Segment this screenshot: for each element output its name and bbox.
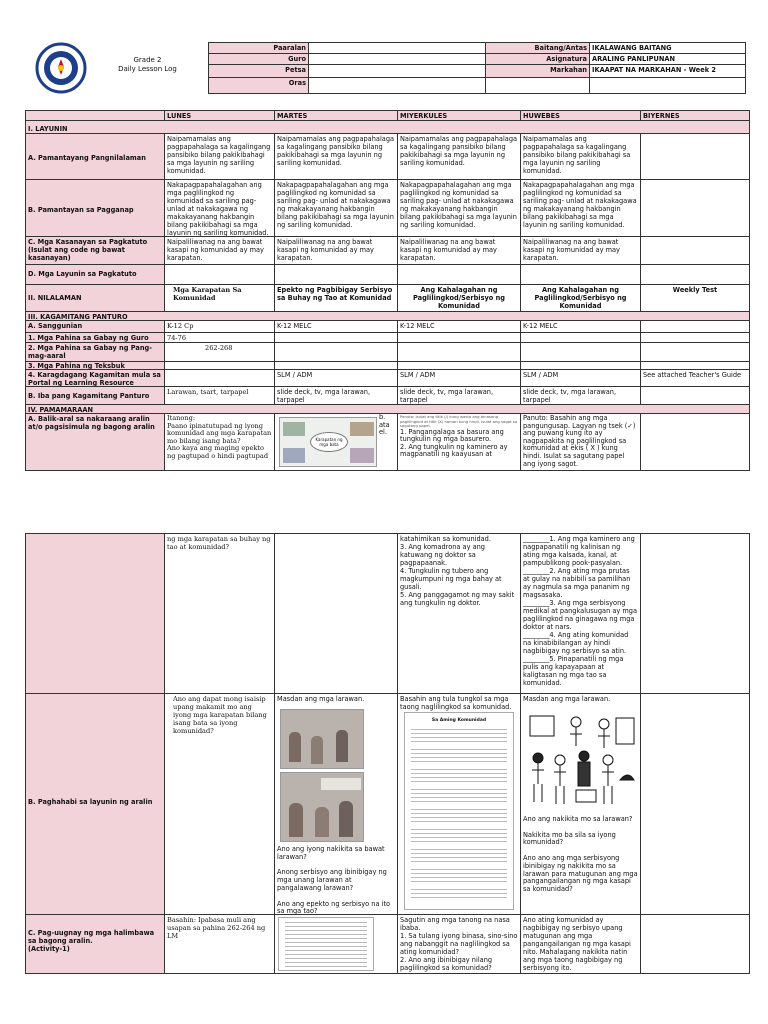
balik-miyerkules-text: 1. Pangangalaga sa basura ang tungkulin ng mga basurero. 2. Ang tungkulin ng kaminero ay magpanatili ng kaayusan at — [400, 427, 508, 459]
paghahabi-miyerkules — [397, 693, 521, 915]
paghahabi-miyerkules-text: Basahin ang tula tungkol sa mga taong naglilingkod sa komunidad. — [400, 695, 512, 711]
cont-huwebes — [520, 533, 641, 694]
poem-image — [404, 712, 514, 910]
pang-aaral-biyernes — [640, 342, 750, 362]
classroom-photo-1 — [280, 709, 364, 769]
paaralan-label: Paaralan — [208, 42, 309, 54]
cont-huwebes-item-1: ________1. Ang mga kaminero ang nagpapanatili ng kalinisan ng ating mga kalsada, kanal, at pampublikong pook-pasyalan. — [523, 535, 635, 567]
nilalaman-miyerkules: Ang Kahalagahan ng Paglilingkod/Serbisyo ng Komunidad — [397, 284, 521, 312]
pag-uugnay-biyernes — [640, 914, 750, 974]
collage-center-label: Karapatan ng mga bata — [310, 432, 348, 452]
teksbuk-label: 3. Mga Pahina ng Teksbuk — [25, 361, 165, 370]
balik-aral-miyerkules — [397, 413, 521, 471]
paghahabi-huwebes-questions: Ano ang nakikita mo sa larawan? Nakikita mo ba sila sa iyong komunidad? Ano ano ang mga serbisyong ibinibigay ng nakikita mo sa larawan para matugunan ang mga pangangailangan ng mga kasapi sa komunidad? — [523, 815, 638, 894]
cont-huwebes-item-3: ________3. Ang mga serbisyong medikal at pangkalusugan ay mga paglilingkod na ginagawa ng mga doktor at nars. — [523, 599, 638, 631]
cont-miyerkules: katahimikan sa komunidad. 3. Ang komadrona ay ang katuwang ng doktor sa pagpapaanak. 4. Tungkulin ng tubero ang magkumpuni ng mga bahay at gusali. 5. Ang panggagamot ng may sakit ang tungkulin ng doktor. — [397, 533, 521, 694]
pang-aaral-lunes: 262-268 — [164, 342, 275, 362]
pag-uugnay-miyerkules: Sagutin ang mga tanong na nasa ibaba. 1. Sa tulang iyong binasa, sino-sino ang nabanggit na naglilingkod sa ating komunidad? 2. Ano ang ibinibigay nilang paglilingkod sa komunidad? — [397, 914, 521, 974]
sanggunian-huwebes: K-12 MELC — [520, 320, 641, 333]
asignatura-value: ARALING PANLIPUNAN — [589, 53, 746, 65]
photo2-board — [321, 778, 361, 790]
kasanayan-lunes: Naipaliliwanag na ang bawat kasapi ng komunidad ay may karapatan. — [164, 236, 275, 265]
collage-photo-4 — [350, 448, 374, 463]
classroom-photo-2 — [280, 772, 364, 842]
baitang-label: Baitang/Antas — [485, 42, 590, 54]
cont-huwebes-item-4: ________4. Ang ating komunidad na kinabibilangan ay hindi nagbibigay ng serbisyo sa atin. — [523, 631, 629, 655]
iba-pang-lunes: Larawan, tsart, tarpapel — [164, 386, 275, 405]
extra-right-a — [485, 77, 590, 94]
guro-label: Guro — [208, 53, 309, 65]
day-miyerkules: MIYERKULES — [397, 110, 521, 121]
photo2-figure-1 — [289, 803, 303, 837]
iba-pang-huwebes: slide deck, tv, mga larawan, tarpapel — [520, 386, 641, 405]
pag-uugnay-label: C. Pag-uugnay ng mga halimbawa sa bagong aralin. (Activity-1) — [25, 914, 165, 974]
markahan-value: IKAAPAT NA MARKAHAN - Week 2 — [589, 64, 746, 78]
pagganap-lunes: Nakapagpapahalagahan ang mga paglilingkod ng komunidad sa sariling pag- unlad at nakakagawa ng makakayanang hakbangin bilang pakikibahagi sa mga layunin ng sariling komunidad. — [164, 179, 275, 237]
pamantayang-martes: Naipamamalas ang pagpapahalaga sa kagalingang pansibiko bilang pakikibahagi sa mga layunin ng sariling komunidad. — [274, 133, 398, 180]
cont-biyernes — [640, 533, 750, 694]
pang-aaral-label: 2. Mga Pahina sa Gabay ng Pang-mag-aaral — [25, 342, 165, 362]
karagdagang-martes: SLM / ADM — [274, 369, 398, 387]
oras-label: Oras — [208, 77, 309, 94]
paghahabi-martes-top: Masdan ang mga larawan. — [277, 695, 365, 703]
day-lunes: LUNES — [164, 110, 275, 121]
pagganap-huwebes: Nakapagpapahalagahan ang mga paglilingkod ng komunidad sa sariling pag- unlad at nakakagawa ng makakayanang hakbangin bilang pakikibahagi sa mga layunin ng sariling komunidad. — [520, 179, 641, 237]
asignatura-label: Asignatura — [485, 53, 590, 65]
layunin-pagkatuto-lunes — [164, 264, 275, 285]
photo2-figure-2 — [315, 807, 329, 837]
pamamaraan-heading: IV. PAMAMARAAN — [25, 404, 750, 414]
pagganap-label: B. Pamantayan sa Pagganap — [25, 179, 165, 237]
deped-logo — [30, 42, 92, 94]
balik-aral-label: A. Balik-aral sa nakaraang aralin at/o pagsisimula ng bagong aralin — [25, 413, 165, 471]
cont-huwebes-item-2: ________2. Ang ating mga prutas at gulay na nabibili sa pamilihan ay nagmula sa mga pananim ng magsasaka. — [523, 567, 631, 599]
petsa-label: Petsa — [208, 64, 309, 78]
photo1-figure-3 — [336, 730, 348, 762]
sanggunian-label: A. Sanggunian — [25, 320, 165, 333]
nilalaman-huwebes: Ang Kahalagahan ng Paglilingkod/Serbisyo ng Komunidad — [520, 284, 641, 312]
cont-huwebes-item-5: ________5. Pinapanatili ng mga pulis ang kapayapaan at kaligtasan ng mga tao sa komunidad. — [523, 655, 624, 687]
photo1-figure-1 — [289, 732, 301, 762]
gabay-guro-lunes: 74-76 — [164, 332, 275, 343]
nilalaman-biyernes: Weekly Test — [640, 284, 750, 312]
paghahabi-martes — [274, 693, 398, 915]
karagdagang-lunes — [164, 369, 275, 387]
day-biyernes: BIYERNES — [640, 110, 750, 121]
markahan-label: Markahan — [485, 64, 590, 78]
log-type-label: Daily Lesson Log — [118, 65, 177, 73]
nilalaman-martes: Epekto ng Pagbibigay Serbisyo sa Buhay ng Tao at Komunidad — [274, 284, 398, 312]
pagganap-martes: Nakapagpapahalagahan ang mga paglilingkod ng komunidad sa sariling pag- unlad at nakakagawa ng makakayanang hakbangin bilang pakikibahagi sa mga layunin ng sariling komunidad. — [274, 179, 398, 237]
cont-martes — [274, 533, 398, 694]
sanggunian-martes: K-12 MELC — [274, 320, 398, 333]
balik-aral-huwebes: Panuto: Basahin ang mga pangungusap. Lagyan ng tsek (✓) ang puwang kung ito ay nagpapakita ng paglilingkod sa komunidad at ekis ( X ) kung hindi. Isulat sa sagutang papel ang iyong sagot. — [520, 413, 641, 471]
extra-right-b — [589, 77, 746, 94]
photo1-figure-2 — [311, 736, 323, 764]
pag-uugnay-lunes: Basahin: Ipabasa muli ang usapan sa pahina 262-264 ng LM — [164, 914, 275, 974]
paghahabi-huwebes-top: Masdan ang mga larawan. — [523, 695, 611, 703]
iba-pang-miyerkules: slide deck, tv, mga larawan, tarpapel — [397, 386, 521, 405]
kasanayan-martes: Naipaliliwanag na ang bawat kasapi ng komunidad ay may karapatan. — [274, 236, 398, 265]
iba-pang-biyernes — [640, 386, 750, 405]
pamantayang-biyernes — [640, 133, 750, 180]
balik-aral-lunes: Itanong: Paano ipinatutupad ng iyong komunidad ang mga karapatan mo bilang isang bata? Ano kaya ang maging epekto ng pagtupad o hindi pagtupad — [164, 413, 275, 471]
gabay-guro-label: 1. Mga Pahina sa Gabay ng Guro — [25, 332, 165, 343]
collage-photo-2 — [350, 422, 374, 436]
layunin-pagkatuto-biyernes — [640, 264, 750, 285]
petsa-value[interactable] — [308, 64, 486, 78]
layunin-pagkatuto-label: D. Mga Layunin sa Pagkatuto — [25, 264, 165, 285]
cont-lunes: ng mga karapatan sa buhay ng tao at komunidad? — [164, 533, 275, 694]
pang-aaral-huwebes — [520, 342, 641, 362]
paghahabi-martes-questions: Ano ang iyong nakikita sa bawat larawan? Anong serbisyo ang ibinibigay ng mga unang larawan at pangalawang larawan? Ano ang epekto ng serbisyo na ito sa mga tao? — [277, 845, 391, 915]
poem-title: Sa Aming Komunidad — [431, 718, 487, 723]
cont-label — [25, 533, 165, 694]
grade-label: Grade 2 — [133, 56, 162, 64]
sanggunian-lunes: K-12 Cp — [164, 320, 275, 333]
community-helpers-image — [524, 710, 638, 812]
paghahabi-label: B. Paghahabi sa layunin ng aralin — [25, 693, 165, 915]
nilalaman-label: II. NILALAMAN — [25, 284, 165, 312]
layunin-heading: I. LAYUNIN — [25, 120, 750, 134]
day-huwebes: HUWEBES — [520, 110, 641, 121]
pang-aaral-miyerkules — [397, 342, 521, 362]
oras-value[interactable] — [308, 77, 486, 94]
nilalaman-lunes: Mga Karapatan Sa Komunidad — [164, 284, 275, 312]
pamantayang-label: A. Pamantayang Pangnilalaman — [25, 133, 165, 180]
day-martes: MARTES — [274, 110, 398, 121]
paghahabi-lunes: Ano ang dapat mong isaisip upang makamit mo ang iyong mga karapatan bilang isang bata sa iyong komunidad? — [164, 693, 275, 915]
balik-miyerkules-instructions: Panuto: Isulat ang titik (/) kung wasto ang binasang paglilingkod at titik (X) naman kung hindi. Isulat ang sagot sa sagutang papel. — [400, 414, 518, 429]
pamantayang-miyerkules: Naipamamalas ang pagpapahalaga sa kagalingang pansibiko bilang pakikibahagi sa mga layunin ng sariling komunidad. — [397, 133, 521, 180]
karagdagang-label: 4. Karagdagang Kagamitan mula sa Portal ng Learning Resource — [25, 369, 165, 387]
iba-pang-martes: slide deck, tv, mga larawan, tarpapel — [274, 386, 398, 405]
pamantayang-huwebes: Naipamamalas ang pagpapahalaga sa kagalingang pansibiko bilang pakikibahagi sa mga layunin ng sariling komunidad. — [520, 133, 641, 180]
balik-aral-biyernes — [640, 413, 750, 471]
layunin-pagkatuto-miyerkules — [397, 264, 521, 285]
kasanayan-biyernes — [640, 236, 750, 265]
paghahabi-biyernes — [640, 693, 750, 915]
kasanayan-miyerkules: Naipaliliwanag na ang bawat kasapi ng komunidad ay may karapatan. — [397, 236, 521, 265]
balik-aral-martes — [274, 413, 398, 471]
paghahabi-huwebes — [520, 693, 641, 915]
pang-aaral-martes — [274, 342, 398, 362]
layunin-pagkatuto-huwebes — [520, 264, 641, 285]
karagdagang-miyerkules: SLM / ADM — [397, 369, 521, 387]
pamantayang-lunes: Naipamamalas ang pagpapahalaga sa kagalingang pansibiko bilang pakikibahagi sa mga layunin ng sariling komunidad. — [164, 133, 275, 180]
pag-uugnay-worksheet-image — [278, 917, 374, 971]
collage-photo-3 — [283, 448, 305, 463]
photo2-figure-3 — [339, 801, 353, 837]
collage-photo-1 — [283, 422, 305, 436]
baitang-value: IKALAWANG BAITANG — [589, 42, 746, 54]
pagganap-miyerkules: Nakapagpapahalagahan ang mga paglilingkod ng komunidad sa sariling pag- unlad at nakakagawa ng makakayanang hakbangin bilang pakikibahagi sa mga layunin ng sariling komunidad. — [397, 179, 521, 237]
iba-pang-label: B. Iba pang Kagamitang Panturo — [25, 386, 165, 405]
sanggunian-miyerkules: K-12 MELC — [397, 320, 521, 333]
rights-collage-image — [279, 417, 377, 467]
balik-aral-martes-caption: b. ata el. — [379, 413, 390, 436]
kagamitan-heading: III. KAGAMITANG PANTURO — [25, 311, 750, 321]
kasanayan-huwebes: Naipaliliwanag na ang bawat kasapi ng komunidad ay may karapatan. — [520, 236, 641, 265]
layunin-pagkatuto-martes — [274, 264, 398, 285]
pag-uugnay-martes — [274, 914, 398, 974]
pagganap-biyernes — [640, 179, 750, 237]
kasanayan-label: C. Mga Kasanayan sa Pagkatuto (Isulat ang code ng bawat kasanayan) — [25, 236, 165, 265]
pag-uugnay-huwebes: Ano ating komunidad ay nagbibigay ng serbisyo upang matugunan ang mga pangangailangan ng mga kasapi nito. Mahalagang nakikita natin ang mga taong nagbibigay ng serbisyong ito. — [520, 914, 641, 974]
karagdagang-biyernes: See attached Teacher's Guide — [640, 369, 750, 387]
karagdagang-huwebes: SLM / ADM — [520, 369, 641, 387]
